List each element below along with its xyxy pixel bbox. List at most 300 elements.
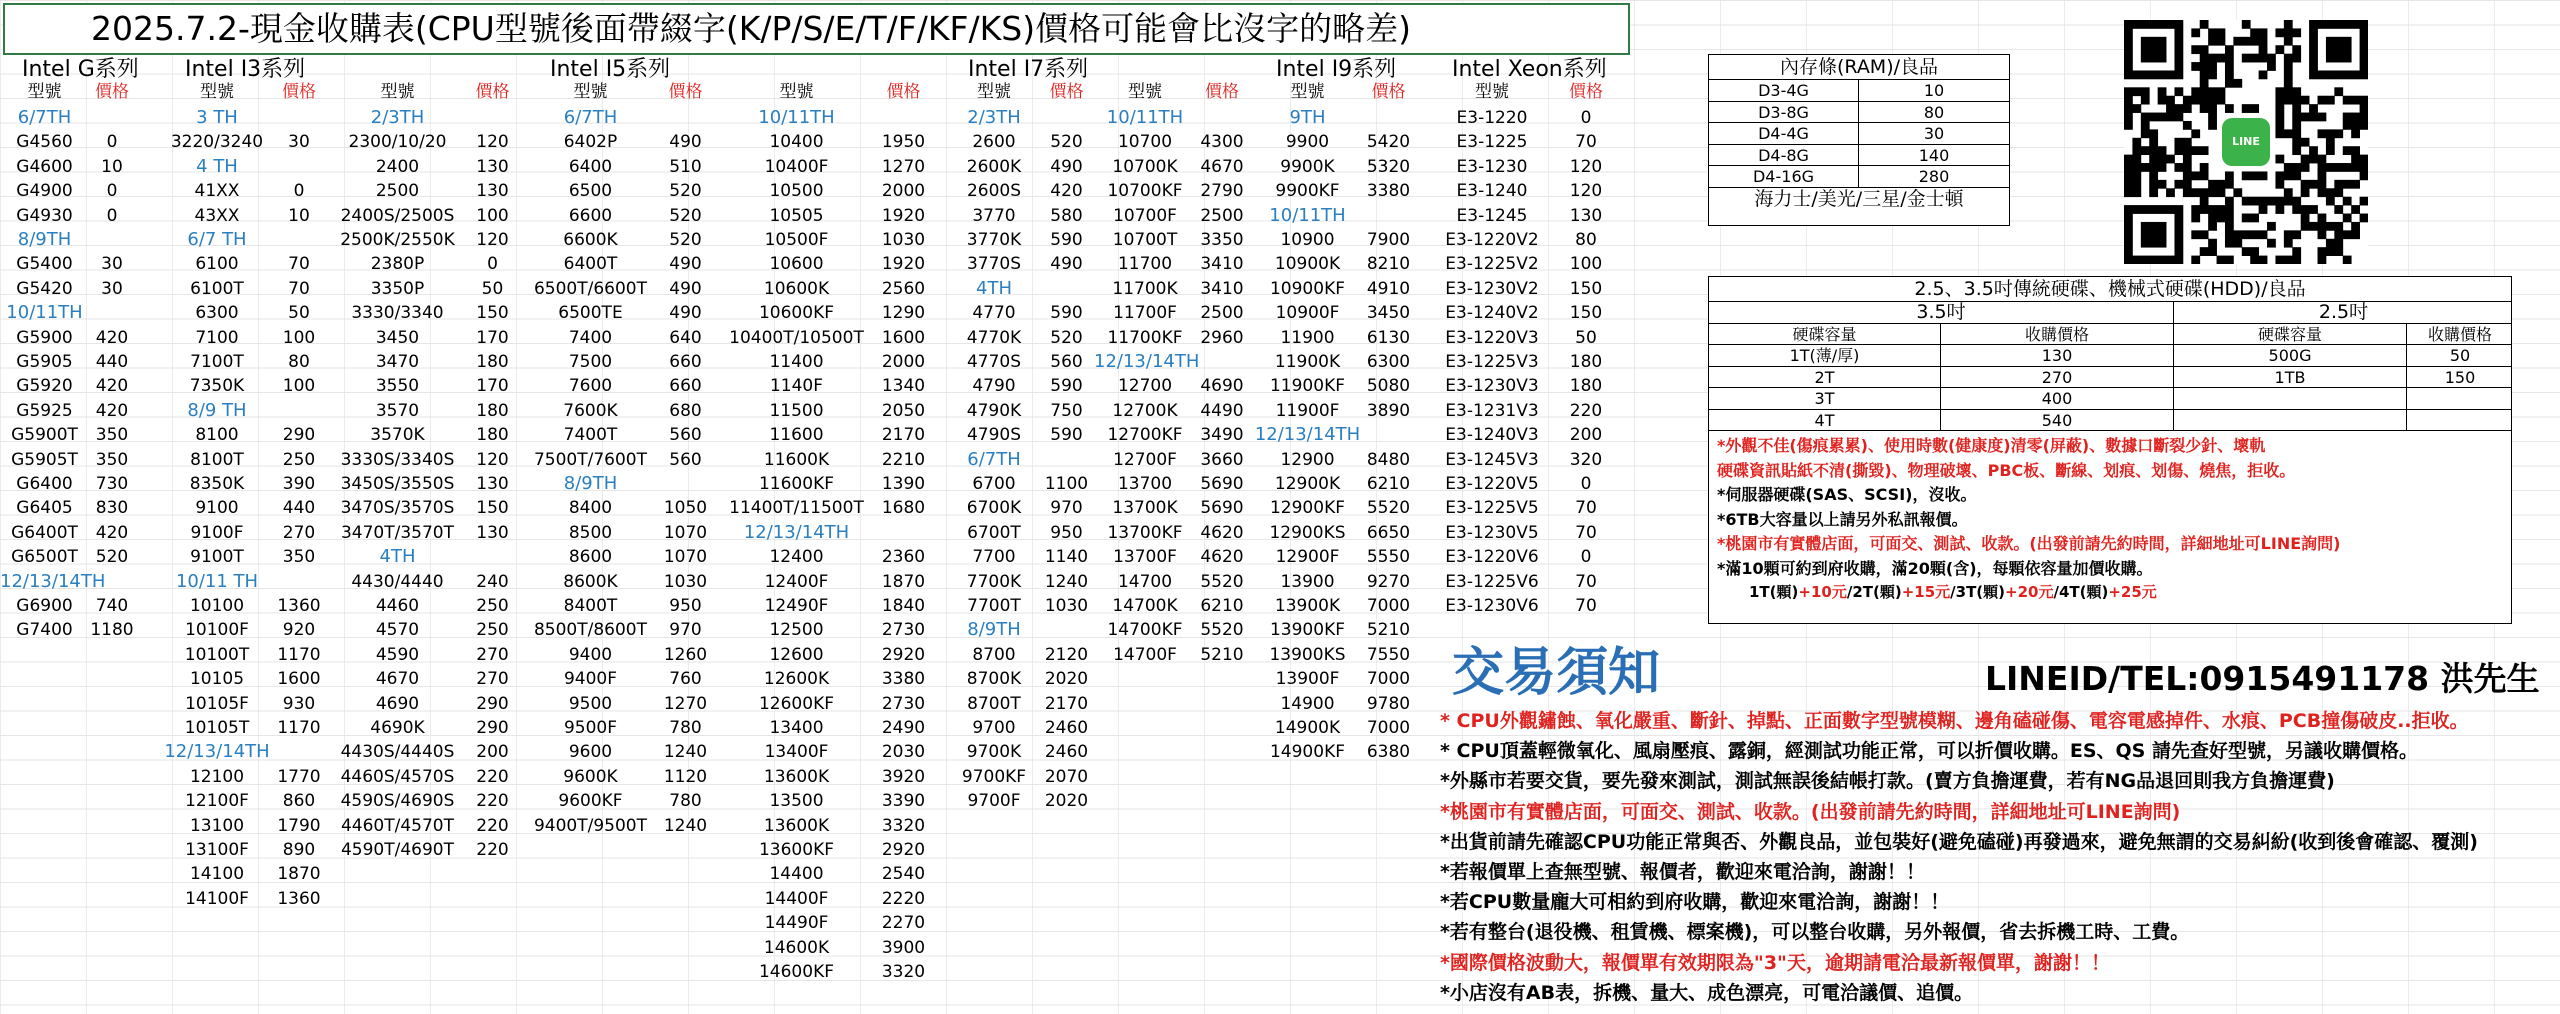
cpu-model: G6400	[16, 474, 73, 494]
cpu-model: 12900F	[1275, 547, 1340, 568]
cpu-model: 3220/3240	[170, 132, 264, 153]
cpu-price: 1030	[881, 230, 926, 250]
cpu-price: 220	[476, 791, 509, 812]
cpu-model: 12400	[769, 547, 824, 568]
cpu-model: 7500T/7600T	[533, 449, 648, 470]
cpu-model: 3450	[375, 327, 420, 348]
hdd-bonus-part: +10元	[1798, 583, 1847, 601]
hdd-note: *桃園市有實體店面，可面交、測試、收款。(出發前請先約時間，詳細地址可LINE詢問)	[1717, 534, 2341, 553]
cpu-price: 1840	[881, 596, 926, 616]
cpu-model: 2600S	[966, 181, 1022, 202]
cpu-price: 130	[1569, 205, 1603, 226]
cpu-price: 2560	[881, 278, 926, 299]
cpu-model: 7600	[568, 376, 613, 397]
cpu-model: 14700K	[1112, 596, 1178, 616]
cpu-model: 3770K	[966, 230, 1022, 250]
cpu-model: 8500T/8600T	[533, 620, 648, 641]
cpu-price: 780	[669, 791, 702, 812]
cpu-model: 13900KS	[1269, 644, 1346, 665]
cpu-price: 10	[288, 205, 310, 226]
generation-label: 10/11 TH	[175, 570, 259, 592]
ram-row	[1709, 144, 2009, 166]
cpu-model: G5920	[16, 376, 73, 397]
header-price: 價格	[1205, 82, 1239, 102]
cpu-model: 10400F	[764, 156, 829, 177]
cpu-price: 3450	[1366, 303, 1411, 324]
cpu-price: 1070	[663, 547, 708, 568]
cpu-price: 290	[282, 425, 316, 446]
cpu-model: 6500TE	[558, 303, 623, 324]
cpu-model: 13700	[1117, 474, 1173, 494]
cpu-price: 2500	[1200, 205, 1244, 226]
cpu-model: 10600K	[763, 278, 830, 299]
hdd-price: 130	[1941, 345, 2174, 366]
ram-price: 30	[1923, 124, 1945, 143]
cpu-model: 6400	[568, 156, 613, 177]
cpu-price: 2920	[881, 644, 926, 665]
cpu-price: 520	[669, 230, 702, 250]
cpu-price: 5690	[1200, 474, 1244, 494]
cpu-model: 11400	[769, 352, 824, 372]
trade-rule: * CPU外觀鏽蝕、氧化嚴重、斷針、掉點、正面數字型號模糊、邊角磕碰傷、電容電感掉件、水痕、PCB撞傷破皮..拒收。	[1440, 710, 2469, 732]
cpu-model: E3-1245V3	[1445, 449, 1539, 470]
trade-rule: *若報價單上查無型號、報價者，歡迎來電洽詢，謝謝！！	[1440, 861, 1925, 883]
cpu-model: 9600	[568, 742, 613, 763]
generation-label: 8/9TH	[967, 619, 1021, 641]
series-title: Intel I3系列	[185, 57, 306, 82]
cpu-price: 560	[669, 449, 702, 470]
cpu-price: 0	[1580, 108, 1592, 128]
cpu-price: 2020	[1044, 791, 1089, 812]
hdd-price	[2407, 410, 2513, 431]
header-model: 型號	[27, 82, 62, 102]
cpu-price: 200	[476, 742, 509, 763]
trade-rule: *若CPU數量龐大可相約到府收購，歡迎來電洽詢，謝謝！！	[1440, 891, 1950, 914]
cpu-price: 590	[1050, 376, 1083, 397]
cpu-model: E3-1225V5	[1445, 498, 1539, 519]
cpu-price: 590	[1050, 230, 1083, 250]
cpu-price: 100	[282, 376, 316, 397]
cpu-model: 3770	[972, 205, 1016, 226]
cpu-price: 520	[669, 205, 702, 226]
cpu-model: 8500	[568, 522, 613, 543]
cpu-price: 2210	[881, 449, 926, 470]
cpu-price: 2220	[881, 888, 926, 909]
trade-rule: *外縣市若要交貨，要先發來測試，測試無誤後結帳打款。(賣方負擔運費，若有NG品退回則我方負擔運費)	[1440, 770, 2335, 793]
cpu-price: 5210	[1366, 620, 1411, 641]
cpu-price: 0	[293, 181, 305, 202]
cpu-price: 250	[282, 449, 316, 470]
cpu-price: 2730	[881, 693, 926, 714]
cpu-model: 4460	[375, 596, 420, 616]
cpu-price: 950	[669, 596, 702, 616]
cpu-model: G5400	[16, 254, 73, 275]
cpu-price: 590	[1050, 425, 1083, 446]
cpu-price: 10	[101, 156, 123, 177]
cpu-price: 100	[1569, 254, 1603, 275]
cpu-model: 10100F	[185, 620, 249, 641]
generation-label: 3 TH	[196, 107, 238, 128]
cpu-price: 1180	[90, 620, 134, 641]
trade-rule: *若有整台(退役機、租賃機、標案機)，可以整台收購，另外報價，省去拆機工時、工費。	[1440, 921, 2190, 944]
cpu-price: 2120	[1044, 644, 1089, 665]
cpu-price: 220	[476, 766, 509, 787]
cpu-price: 1770	[277, 766, 321, 787]
cpu-price: 2790	[1200, 181, 1244, 202]
cpu-price: 120	[1569, 181, 1603, 202]
ram-price: 140	[1918, 145, 1950, 165]
cpu-model: E3-1231V3	[1445, 400, 1539, 421]
cpu-model: 7400	[568, 327, 613, 348]
cpu-model: 9900	[1285, 132, 1330, 153]
cpu-model: 13400	[769, 718, 824, 738]
hdd-price: 150	[2444, 367, 2476, 387]
generation-label: 6/7TH	[17, 107, 72, 128]
cpu-price: 220	[476, 840, 509, 860]
cpu-price: 7000	[1366, 596, 1411, 616]
ram-price: 80	[1923, 102, 1945, 122]
cpu-model: 12100	[189, 766, 245, 787]
cpu-model: 9600K	[563, 766, 618, 787]
header-model: 型號	[1128, 82, 1162, 102]
cpu-model: 10505	[769, 205, 824, 226]
hdd-row	[1709, 366, 2511, 388]
cpu-price: 1120	[663, 766, 708, 787]
cpu-model: 7700K	[966, 571, 1022, 592]
contact-info: LINEID/TEL:0915491178 洪先生	[1985, 659, 2540, 698]
hdd-row	[1709, 387, 2511, 409]
cpu-price: 2020	[1044, 669, 1089, 690]
header-price: 價格	[282, 82, 316, 102]
cpu-model: 4690K	[370, 718, 425, 738]
cpu-price: 2460	[1044, 718, 1089, 738]
series-title: Intel G系列	[22, 57, 139, 82]
trade-rule: *國際價格波動大，報價單有效期限為"3"天，逾期請電洽最新報價單，謝謝！！	[1440, 951, 2110, 974]
cpu-price: 3920	[881, 766, 926, 787]
cpu-model: 14600K	[763, 937, 830, 958]
cpu-price: 2360	[881, 547, 926, 568]
cpu-model: 7700T	[967, 596, 1021, 616]
cpu-price: 740	[95, 596, 129, 616]
cpu-price: 180	[476, 352, 509, 372]
hdd-row	[1709, 344, 2511, 366]
generation-label: 2/3TH	[370, 107, 425, 128]
hdd-title: 2.5、3.5吋傳統硬碟、機械式硬碟(HDD)/良品	[1914, 278, 2306, 300]
cpu-price: 930	[282, 693, 316, 714]
cpu-price: 7550	[1366, 644, 1411, 665]
cpu-model: 12500	[769, 620, 824, 641]
cpu-model: 11700	[1117, 254, 1173, 275]
cpu-price: 730	[95, 474, 129, 494]
cpu-price: 490	[1050, 156, 1083, 177]
cpu-price: 2050	[881, 400, 926, 421]
hdd-note: 硬碟資訊貼紙不清(撕毀)、物理破壞、PBC板、斷線、划痕、划傷、燒焦，拒收。	[1717, 460, 2296, 480]
cpu-price: 130	[476, 474, 509, 494]
cpu-price: 780	[669, 718, 702, 738]
cpu-price: 50	[481, 278, 504, 299]
cpu-model: 13900	[1280, 571, 1335, 592]
cpu-model: 13700KF	[1107, 522, 1183, 543]
cpu-model: 14900KF	[1269, 742, 1345, 763]
cpu-price: 1870	[881, 571, 926, 592]
cpu-model: 2400	[375, 156, 420, 177]
cpu-price: 0	[106, 181, 118, 202]
cpu-model: 10105F	[185, 693, 249, 714]
cpu-model: 3450S/3550S	[340, 474, 455, 494]
cpu-model: 12700K	[1112, 400, 1178, 421]
header-model: 型號	[380, 82, 415, 102]
cpu-price: 6650	[1366, 522, 1411, 543]
cpu-model: 12900K	[1274, 474, 1341, 494]
cpu-model: 10100	[189, 596, 245, 616]
cpu-model: 8400T	[563, 596, 618, 616]
cpu-price: 70	[1575, 498, 1597, 519]
cpu-price: 8480	[1366, 449, 1411, 470]
cpu-price: 490	[669, 303, 702, 324]
hdd-bonus	[1749, 581, 2157, 604]
cpu-price: 180	[1569, 376, 1603, 397]
trade-title: 交易須知	[1452, 643, 1661, 703]
cpu-model: 9700K	[966, 742, 1022, 763]
cpu-price: 750	[1050, 400, 1083, 421]
cpu-model: 10900K	[1274, 254, 1341, 275]
cpu-price: 1290	[881, 303, 926, 324]
cpu-model: 7700	[972, 547, 1016, 568]
cpu-price: 2500	[1200, 303, 1244, 324]
cpu-price: 680	[669, 400, 702, 421]
cpu-model: 2380P	[370, 254, 425, 275]
cpu-price: 420	[95, 400, 129, 421]
cpu-model: 9600KF	[558, 791, 623, 812]
cpu-model: E3-1240V2	[1445, 303, 1539, 324]
hdd-bonus-part: +15元	[1901, 583, 1951, 601]
cpu-price: 7000	[1366, 669, 1411, 690]
cpu-price: 4670	[1200, 156, 1244, 177]
cpu-price: 4620	[1200, 547, 1244, 568]
hdd-header: 硬碟容量	[1709, 324, 1941, 344]
line-qr-code[interactable]	[2124, 20, 2368, 264]
hdd-capacity	[2174, 388, 2407, 409]
cpu-model: 9100	[195, 498, 239, 519]
cpu-model: 1140F	[769, 376, 824, 397]
cpu-model: E3-1245	[1456, 205, 1528, 226]
cpu-model: 8100	[195, 425, 239, 446]
cpu-price: 270	[476, 669, 509, 690]
cpu-model: G7400	[16, 620, 73, 641]
cpu-model: 3470S/3570S	[340, 498, 455, 519]
cpu-model: 9700F	[967, 791, 1021, 812]
cpu-model: 6500T/6600T	[533, 278, 648, 299]
cpu-model: 12600	[769, 644, 824, 665]
cpu-model: 10500F	[764, 230, 829, 250]
cpu-model: 7350K	[189, 376, 245, 397]
page-title: 2025.7.2-現金收購表(CPU型號後面帶綴字(K/P/S/E/T/F/KF/KS)價格可能會比沒字的略差)	[3, 3, 1630, 55]
cpu-model: E3-1220V6	[1445, 547, 1539, 568]
cpu-price: 120	[476, 230, 509, 250]
series-title: Intel I5系列	[550, 57, 671, 82]
cpu-model: 6600K	[563, 230, 618, 250]
cpu-price: 80	[1575, 230, 1597, 250]
trade-rule: *桃園市有實體店面，可面交、測試、收款。(出發前請先約時間，詳細地址可LINE詢問)	[1440, 800, 2181, 823]
cpu-model: 7600K	[563, 400, 618, 421]
hdd-price: 50	[2449, 346, 2471, 365]
cpu-price: 3390	[881, 791, 926, 812]
cpu-price: 440	[95, 352, 129, 372]
cpu-price: 6300	[1366, 352, 1411, 372]
cpu-price: 1240	[663, 742, 708, 763]
hdd-capacity: 500G	[2174, 345, 2407, 366]
cpu-price: 970	[1050, 498, 1083, 519]
cpu-price: 6380	[1366, 742, 1411, 763]
generation-label: 10/11TH	[1106, 107, 1184, 128]
cpu-price: 2000	[881, 181, 926, 202]
cpu-model: 6402P	[563, 132, 618, 153]
cpu-price: 490	[1050, 254, 1083, 275]
cpu-price: 520	[1050, 132, 1083, 153]
generation-label: 12/13/14TH	[164, 741, 270, 763]
ram-row	[1709, 101, 2009, 123]
cpu-price: 560	[669, 425, 702, 446]
cpu-model: 13500	[769, 791, 824, 812]
generation-label: 10/11TH	[6, 302, 83, 324]
cpu-price: 0	[106, 132, 118, 153]
cpu-price: 890	[282, 840, 316, 860]
cpu-price: 180	[476, 425, 509, 446]
cpu-price: 440	[282, 498, 316, 519]
hdd-price	[2407, 388, 2513, 409]
cpu-model: 12600KF	[758, 693, 834, 714]
cpu-model: 3550	[375, 376, 420, 397]
hdd-price: 270	[1941, 367, 2174, 388]
cpu-model: 13900F	[1275, 669, 1340, 690]
cpu-model: 11500	[769, 400, 824, 421]
cpu-model: 12700KF	[1107, 425, 1183, 446]
cpu-price: 50	[1575, 327, 1597, 348]
cpu-model: E3-1230V2	[1445, 278, 1539, 299]
cpu-model: E3-1230V6	[1445, 596, 1539, 616]
cpu-price: 3410	[1200, 278, 1244, 299]
generation-label: 12/13/14TH	[0, 570, 106, 592]
cpu-model: 11600KF	[758, 474, 834, 494]
generation-label: 6/7 TH	[187, 229, 247, 250]
trade-rule: *小店沒有AB表，拆機、量大、成色漂亮，可電洽議價、追價。	[1440, 981, 1974, 1004]
cpu-model: 6400T	[563, 254, 618, 275]
hdd-bonus-part: +20元	[2005, 583, 2054, 601]
cpu-model: 3770S	[966, 254, 1022, 275]
cpu-price: 1140	[1044, 547, 1089, 568]
cpu-price: 70	[288, 278, 310, 299]
cpu-price: 2030	[881, 742, 926, 763]
cpu-price: 5520	[1366, 498, 1411, 519]
cpu-price: 350	[95, 449, 129, 470]
cpu-model: 10400T/10500T	[729, 327, 864, 348]
generation-label: 12/13/14TH	[1094, 351, 1200, 372]
cpu-price: 70	[1575, 132, 1597, 153]
generation-label: 6/7TH	[563, 107, 618, 128]
cpu-price: 490	[669, 132, 702, 153]
cpu-model: 3570	[375, 400, 420, 421]
cpu-model: 13100F	[185, 840, 249, 860]
cpu-price: 4490	[1200, 400, 1244, 421]
cpu-price: 5420	[1366, 132, 1411, 153]
cpu-price: 120	[476, 449, 509, 470]
cpu-price: 1070	[663, 522, 708, 543]
cpu-model: 11700F	[1113, 303, 1177, 324]
cpu-model: 10105T	[184, 718, 250, 738]
cpu-model: G6900	[16, 596, 73, 616]
cpu-model: G4930	[16, 205, 73, 226]
cpu-price: 2170	[1044, 693, 1089, 714]
header-model: 型號	[200, 82, 234, 102]
ram-type: D4-8G	[1709, 145, 1859, 166]
cpu-model: 4690	[375, 693, 420, 714]
cpu-price: 2920	[881, 840, 926, 860]
cpu-price: 150	[1569, 278, 1603, 299]
cpu-price: 420	[1050, 181, 1083, 202]
cpu-model: 12700F	[1113, 449, 1177, 470]
cpu-price: 3490	[1200, 425, 1244, 446]
cpu-model: 6100T	[190, 278, 244, 299]
cpu-price: 5550	[1366, 547, 1411, 568]
cpu-price: 5520	[1200, 571, 1244, 592]
cpu-price: 240	[476, 571, 509, 592]
cpu-model: 4770	[972, 303, 1016, 324]
cpu-price: 2730	[881, 620, 926, 641]
cpu-model: 2600	[972, 132, 1016, 153]
hdd-capacity: 1T(薄/厚)	[1709, 345, 1941, 366]
cpu-model: G6405	[16, 498, 73, 519]
cpu-model: 9400F	[563, 669, 618, 690]
cpu-model: 2500K/2550K	[340, 230, 455, 250]
cpu-model: 9900KF	[1275, 181, 1340, 202]
cpu-price: 7000	[1366, 718, 1411, 738]
cpu-price: 7900	[1366, 230, 1411, 250]
cpu-model: E3-1225V3	[1445, 352, 1539, 372]
cpu-model: 11600K	[763, 449, 830, 470]
cpu-price: 830	[95, 498, 129, 519]
cpu-model: 14700F	[1113, 644, 1177, 665]
cpu-price: 1600	[881, 327, 926, 348]
cpu-price: 120	[1569, 156, 1603, 177]
cpu-price: 290	[476, 718, 509, 738]
cpu-price: 1360	[277, 596, 321, 616]
line-logo-icon: LINE	[2232, 135, 2260, 148]
cpu-price: 640	[669, 327, 702, 348]
hdd-header-row	[1709, 323, 2511, 344]
generation-label: 8/9TH	[17, 229, 72, 250]
generation-label: 4TH	[379, 546, 416, 568]
cpu-model: G5905T	[11, 449, 78, 470]
hdd-bonus-part: /3T(顆)	[1950, 583, 2006, 601]
cpu-model: 14100	[189, 864, 245, 885]
cpu-model: 4770S	[966, 352, 1022, 372]
cpu-model: 13600K	[763, 766, 830, 787]
cpu-model: G5900	[16, 327, 73, 348]
cpu-model: 13700F	[1113, 547, 1177, 568]
cpu-model: 11700K	[1112, 278, 1178, 299]
cpu-model: 14600KF	[758, 962, 834, 982]
cpu-price: 1600	[277, 669, 321, 690]
cpu-model: 8600	[568, 547, 613, 568]
cpu-price: 1100	[1044, 474, 1089, 494]
hdd-row	[1709, 409, 2511, 431]
ram-price: 280	[1918, 167, 1950, 186]
cpu-price: 1390	[881, 474, 926, 494]
hdd-size-row	[1709, 301, 2511, 323]
header-price: 價格	[1049, 82, 1084, 102]
header-price: 價格	[668, 82, 703, 102]
generation-label: 10/11TH	[758, 107, 835, 128]
